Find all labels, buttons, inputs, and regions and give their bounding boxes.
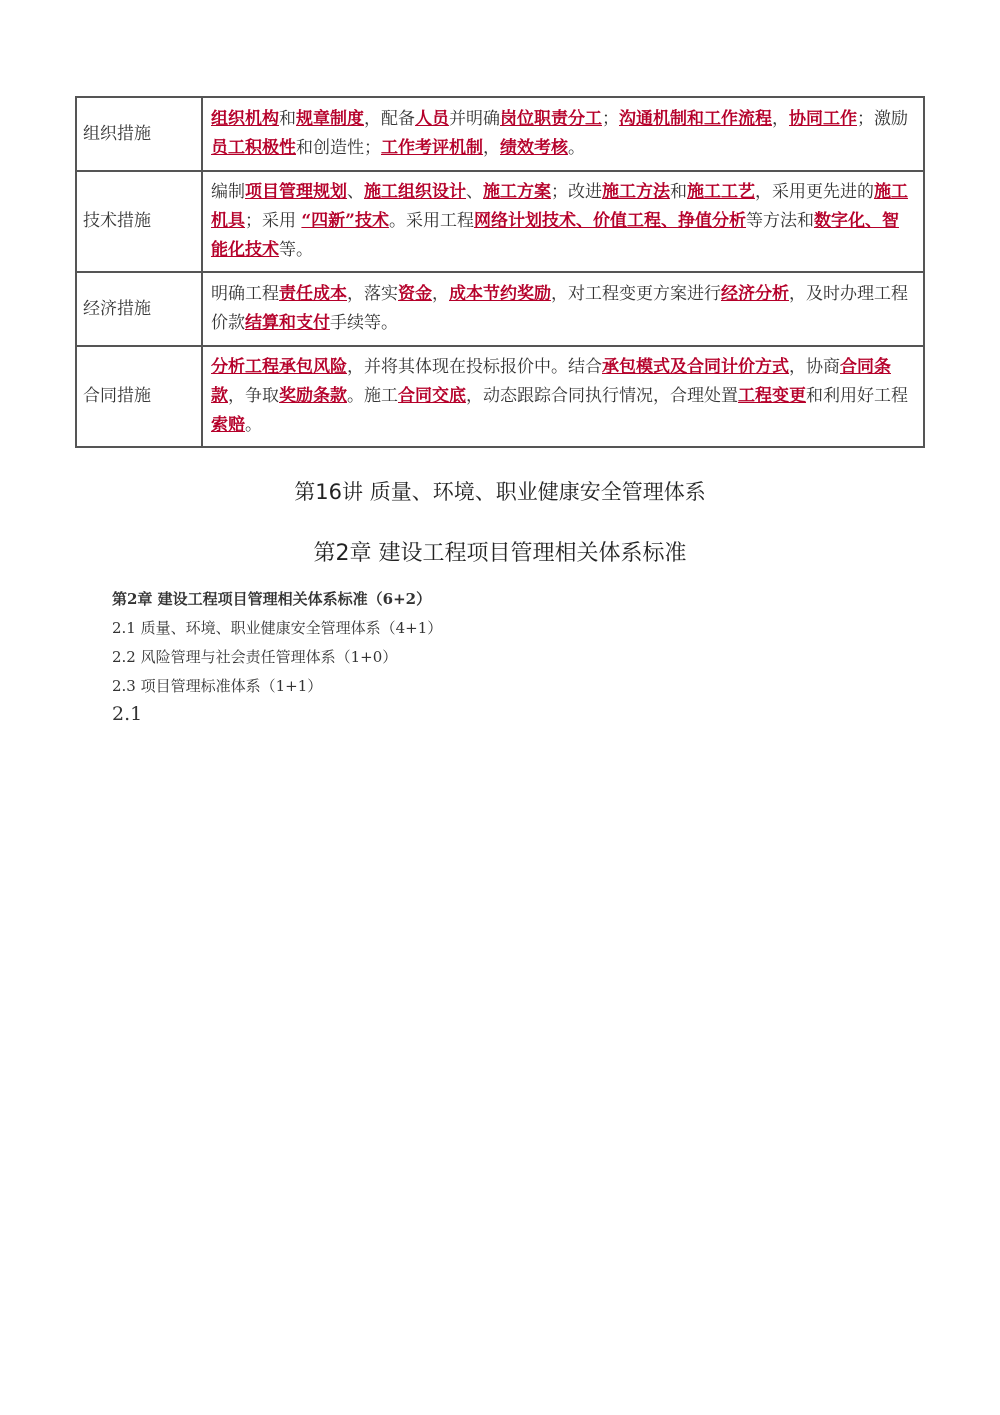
row-content [202, 272, 924, 346]
text-segment: 等方法和 [745, 211, 814, 231]
highlighted-term: 责任成本 [279, 284, 347, 304]
text-segment: 、 [347, 182, 364, 202]
highlighted-term: 协同工作 [789, 109, 857, 129]
text-segment: 手续等。 [330, 313, 398, 333]
text-segment: ；改进 [551, 182, 602, 202]
text-segment: 明确工程 [211, 284, 279, 304]
text-segment: ，对工程变更方案进行 [551, 284, 721, 304]
row-content [202, 171, 924, 272]
text-segment: 和 [279, 109, 296, 129]
text-segment: 并明确 [449, 109, 500, 129]
chapter-heading: 第2章 建设工程项目管理相关体系标准 [313, 541, 687, 566]
text-segment: ，及时办理工程价款 [211, 284, 908, 333]
highlighted-term: 绩效考核 [500, 138, 568, 158]
highlighted-term: 合同条款 [211, 357, 891, 406]
lecture-heading: 第16讲 质量、环境、职业健康安全管理体系 [294, 480, 706, 504]
text-segment: ；采用 [245, 211, 302, 231]
highlighted-term: 员工积极性 [211, 138, 296, 158]
row-label: 技术措施 [76, 171, 202, 272]
highlighted-term: 项目管理规划 [245, 182, 347, 202]
section-label: 2.1 [112, 703, 143, 725]
highlighted-term: 索赔 [211, 415, 245, 435]
row-content [202, 346, 924, 447]
text-segment: 。施工 [347, 386, 398, 406]
highlighted-term: 规章制度 [296, 109, 364, 129]
text-segment: ， [772, 109, 789, 129]
measures-table [75, 96, 925, 448]
text-segment: ， [432, 284, 449, 304]
table-row [76, 97, 924, 171]
highlighted-term: 奖励条款 [279, 386, 347, 406]
highlighted-term: 施工工艺 [687, 182, 755, 202]
row-label: 组织措施 [76, 97, 202, 171]
text-segment: 和利用好工程 [806, 386, 908, 406]
highlighted-term: 资金 [398, 284, 432, 304]
text-segment: ， [483, 138, 500, 158]
highlighted-term: 岗位职责分工 [500, 109, 602, 129]
text-segment: ，配备 [364, 109, 415, 129]
row-content [202, 97, 924, 171]
text-segment: 和 [670, 182, 687, 202]
text-segment: 。 [245, 415, 262, 435]
highlighted-term: 组织机构 [211, 109, 279, 129]
highlighted-term: 成本节约奖励 [449, 284, 551, 304]
text-segment: 。 [568, 138, 585, 158]
row-label: 经济措施 [76, 272, 202, 346]
highlighted-term: 沟通机制和工作流程 [619, 109, 772, 129]
highlighted-term: 数字化、智能化技术 [211, 211, 899, 260]
text-segment: ，采用更先进的 [755, 182, 874, 202]
toc-item: 2.2 风险管理与社会责任管理体系（1+0） [112, 648, 398, 666]
highlighted-term: 分析工程承包风险 [211, 357, 347, 377]
text-segment: ，协商 [789, 357, 840, 377]
text-segment: 等。 [279, 240, 313, 260]
table-row [76, 171, 924, 272]
row-label: 合同措施 [76, 346, 202, 447]
toc-item: 2.3 项目管理标准体系（1+1） [112, 677, 323, 695]
highlighted-term: 结算和支付 [245, 313, 330, 333]
text-segment: ，争取 [228, 386, 279, 406]
highlighted-term: 合同交底 [398, 386, 466, 406]
highlighted-term: 施工组织设计 [364, 182, 466, 202]
highlighted-term: 承包模式及合同计价方式 [602, 357, 789, 377]
text-segment: 。采用工程 [388, 211, 474, 231]
highlighted-term: 人员 [415, 109, 449, 129]
table-row [76, 346, 924, 447]
text-segment: 和创造性； [296, 138, 381, 158]
text-segment: 、 [466, 182, 483, 202]
toc-item: 2.1 质量、环境、职业健康安全管理体系（4+1） [112, 619, 443, 637]
text-segment: ；激励 [857, 109, 908, 129]
highlighted-term: 施工机具 [211, 182, 908, 231]
toc-chapter: 第2章 建设工程项目管理相关体系标准（6+2） [112, 590, 432, 608]
highlighted-term: 施工方法 [602, 182, 670, 202]
highlighted-term: 工作考评机制 [381, 138, 483, 158]
highlighted-term: 经济分析 [721, 284, 789, 304]
highlighted-term: “四新”技术 [301, 211, 389, 231]
highlighted-term: 工程变更 [738, 386, 806, 406]
table-row [76, 272, 924, 346]
table-of-contents [112, 585, 442, 701]
text-segment: ； [602, 109, 619, 129]
text-segment: 编制 [211, 182, 245, 202]
highlighted-term: 施工方案 [483, 182, 551, 202]
highlighted-term: 网络计划技术、价值工程、挣值分析 [473, 211, 746, 231]
text-segment: ，落实 [347, 284, 398, 304]
text-segment: ，并将其体现在投标报价中。结合 [347, 357, 602, 377]
text-segment: ，动态跟踪合同执行情况，合理处置 [466, 386, 738, 406]
